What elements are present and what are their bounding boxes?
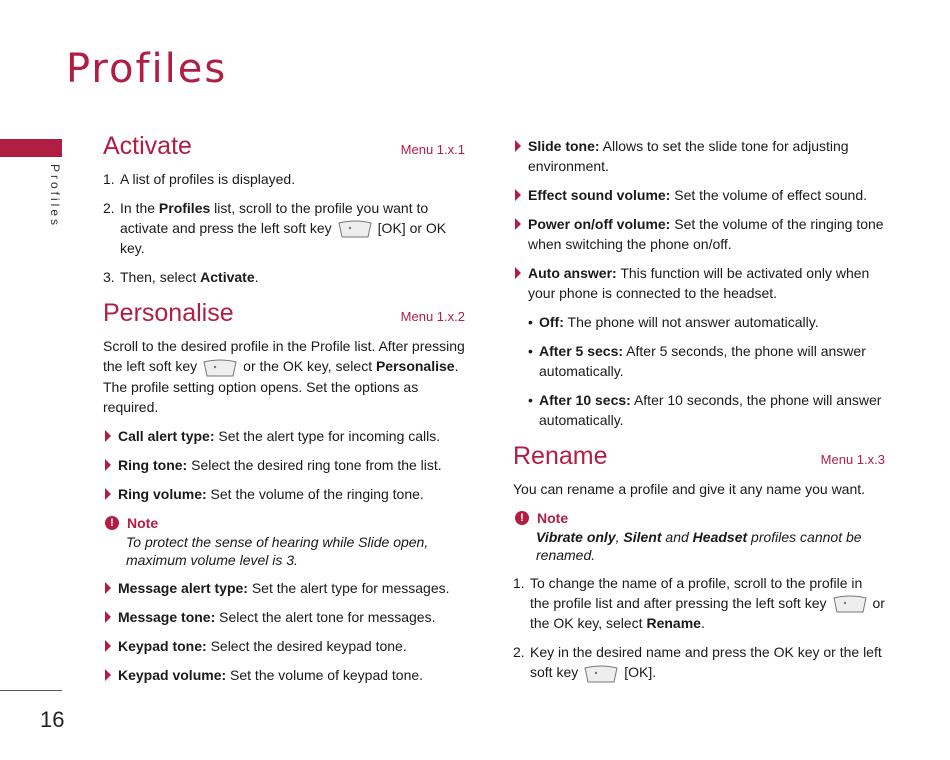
auto-answer-option: • After 5 secs: After 5 seconds, the phone will answer automatically. [528, 343, 866, 379]
page-title: Profiles [66, 46, 228, 92]
triangle-bullet-icon [515, 140, 521, 152]
activate-step-3 [103, 267, 465, 287]
rename-step-1 [513, 573, 885, 633]
soft-key-icon [833, 595, 867, 613]
right-column [513, 136, 885, 692]
triangle-bullet-icon [105, 669, 111, 681]
step-number: 1. [103, 171, 115, 187]
triangle-bullet-icon [105, 640, 111, 652]
step-number: 1. [513, 575, 525, 591]
personalise-menu-path: Menu 1.x.2 [400, 309, 465, 325]
rename-title: Rename [513, 442, 608, 470]
option-item: Keypad tone: Select the desired keypad tone. [103, 636, 465, 656]
triangle-bullet-icon [105, 582, 111, 594]
alert-icon: ! [105, 516, 119, 530]
activate-step-2 [103, 198, 465, 258]
rename-note [513, 508, 885, 564]
step-text: In the Profiles list, scroll to the profile you want to activate and press the left soft key [OK] or OK key. [120, 200, 447, 257]
note-text: To protect the sense of hearing while Slide open, maximum volume level is 3. [126, 533, 429, 568]
personalise-heading [103, 299, 465, 328]
rename-heading [513, 442, 885, 470]
side-section-label: Profiles [48, 164, 62, 229]
triangle-bullet-icon [515, 189, 521, 201]
triangle-bullet-icon [105, 430, 111, 442]
step-text: Key in the desired name and press the OK key or the left soft key [OK]. [530, 642, 885, 682]
triangle-bullet-icon [105, 488, 111, 500]
activate-title: Activate [103, 132, 192, 160]
rename-step-2 [513, 642, 885, 682]
option-item: Message tone: Select the alert tone for messages. [103, 607, 465, 627]
step-text: To change the name of a profile, scroll to the profile in the profile list and after pressing the left soft key or the OK key, select Rename. [530, 575, 885, 632]
step-text: Then, select Activate. [120, 269, 259, 286]
hearing-note [103, 513, 465, 569]
step-number: 3. [103, 269, 115, 286]
auto-answer-option: • After 10 secs: After 10 seconds, the phone will answer automatically. [528, 392, 882, 428]
activate-heading [103, 132, 465, 160]
step-text: A list of profiles is displayed. [120, 171, 296, 187]
triangle-bullet-icon [105, 459, 111, 471]
option-item: Ring volume: Set the volume of the ringing tone. [103, 484, 465, 504]
soft-key-icon [584, 665, 618, 683]
side-tab-marker [0, 139, 62, 157]
note-label: Note [537, 510, 569, 526]
left-column [103, 132, 465, 694]
triangle-bullet-icon [515, 218, 521, 230]
note-label: Note [127, 514, 159, 531]
personalise-title: Personalise [103, 299, 234, 328]
step-number: 2. [103, 200, 115, 216]
note-text: Vibrate only, Silent and Headset profiles cannot be renamed. [536, 529, 862, 563]
activate-menu-path: Menu 1.x.1 [400, 142, 465, 157]
option-item: Auto answer: This function will be activated only when your phone is connected to the headset. [513, 263, 885, 303]
activate-step-1 [103, 169, 465, 189]
alert-icon: ! [515, 511, 529, 525]
option-item: Effect sound volume: Set the volume of effect sound. [513, 185, 885, 205]
option-item: Ring tone: Select the desired ring tone from the list. [103, 455, 465, 475]
soft-key-icon [203, 359, 237, 377]
page-number: 16 [40, 707, 65, 732]
rename-intro: You can rename a profile and give it any name you want. [513, 481, 866, 497]
soft-key-icon [338, 220, 372, 238]
rename-menu-path: Menu 1.x.3 [820, 452, 885, 467]
footer-rule [0, 690, 62, 691]
triangle-bullet-icon [515, 267, 521, 279]
personalise-intro: Scroll to the desired profile in the Profile list. After pressing the left soft key or the OK key, select Personalise. The profile setting option opens. Set the options as required. [103, 338, 465, 415]
option-item: Message alert type: Set the alert type for messages. [103, 578, 465, 598]
option-item: Slide tone: Allows to set the slide tone for adjusting environment. [513, 136, 885, 176]
step-number: 2. [513, 644, 525, 661]
auto-answer-option: • Off: The phone will not answer automatically. [528, 314, 819, 330]
option-item: Power on/off volume: Set the volume of the ringing tone when switching the phone on/off. [513, 214, 885, 254]
triangle-bullet-icon [105, 611, 111, 623]
option-item: Call alert type: Set the alert type for incoming calls. [103, 426, 465, 446]
option-item: Keypad volume: Set the volume of keypad tone. [103, 665, 465, 685]
